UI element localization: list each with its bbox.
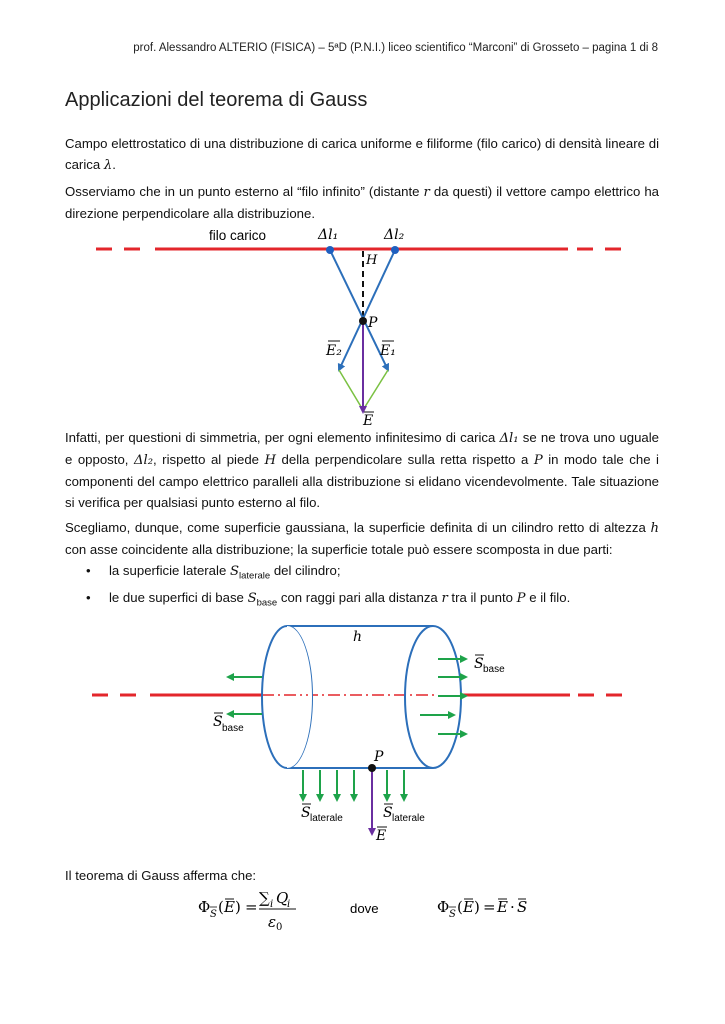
flux-definition-formula (437, 898, 527, 920)
bullet-lateral-surface: • la superficie laterale $S_{laterale}$ del cilindro; (65, 560, 659, 587)
svg-text:S: S (474, 656, 484, 672)
bullet-base-surface: • le due superfici di base $S_{base}$ con raggi pari alla distanza r tra il punto P e il filo. (65, 587, 659, 614)
svg-text:(: ( (218, 898, 224, 916)
svg-text:S: S (449, 909, 456, 920)
svg-text:ε: ε (268, 913, 277, 931)
dl2-point (391, 246, 399, 254)
svg-text:base: base (483, 664, 505, 675)
E1-label: E₁ (380, 343, 396, 359)
P-label: P (368, 315, 378, 331)
H-label: H (366, 253, 378, 268)
wire-label: filo carico (209, 228, 267, 243)
S-lateral-left-label (301, 804, 343, 824)
svg-text:E: E (376, 828, 387, 844)
page-header: prof. Alessandro ALTERIO (FISICA) – 5ªD (P.N.I.) liceo scientifico “Marconi” di Grosseto – pagina 1 di 8 (133, 42, 658, 54)
figure-charged-wire-field (0, 220, 725, 432)
svg-text:laterale: laterale (310, 813, 343, 824)
svg-text:i: i (270, 899, 274, 910)
svg-text:S: S (213, 714, 223, 730)
symmetry-paragraph: Infatti, per questioni di simmetria, per ogni elemento infinitesimo di carica Δl₁ se ne trova uno uguale e opposto, Δl₂, rispetto al piede H della perpendicolare sulla retta rispetto a P in modo tale che i componenti del campo elettrico paralleli alla distribuzione si elidano vicendevolmente. Tale situazione si verifica per qualsiasi punto esterno al filo. (65, 430, 660, 510)
svg-text:S: S (301, 805, 311, 821)
svg-text:0: 0 (276, 922, 283, 933)
svg-text:(: ( (457, 898, 463, 916)
svg-text:Φ: Φ (437, 898, 450, 916)
E-label-2 (375, 827, 387, 844)
dl1-point (326, 246, 334, 254)
gauss-law-formula (198, 889, 296, 933)
svg-text:base: base (222, 723, 244, 734)
svg-text:S: S (210, 909, 217, 920)
gauss-formulas (0, 886, 725, 936)
where-label: dove (350, 901, 379, 916)
gauss-intro: Il teorema di Gauss afferma che: (65, 868, 257, 883)
intro-paragraph-2: Osserviamo che in un punto esterno al “filo infinito” (distante r da questi) il vettore campo elettrico ha direzione perpendicolare alla distribuzione. (65, 184, 659, 221)
svg-text:i: i (287, 899, 291, 910)
svg-text:∑: ∑ (259, 889, 270, 907)
h-label: h (353, 629, 363, 645)
svg-text:Φ: Φ (198, 898, 211, 916)
svg-text:=: = (483, 898, 496, 916)
lateral-normals (303, 770, 404, 800)
S-lateral-right-label (383, 804, 425, 824)
svg-text:): ) (235, 898, 241, 916)
surface-paragraph: Scegliamo, dunque, come superficie gaussiana, la superficie definita di un cilindro retto di altezza h con asse coincidente alla distribuzione; la superficie totale può essere scomposta in due parti: • la superficie laterale $S_{laterale}$ del cilindro; • le due superfici di base $S_{base}$ con raggi pari alla distanza r tra il punto P e il filo. (65, 517, 659, 613)
svg-text:S: S (517, 898, 528, 916)
page-title: Applicazioni del teorema di Gauss (65, 89, 368, 111)
svg-text:laterale: laterale (392, 813, 425, 824)
S-base-right-label (474, 655, 505, 675)
dl2-label: Δl₂ (384, 227, 405, 243)
figure-gaussian-cylinder (0, 615, 725, 850)
point-P-cylinder (368, 764, 376, 772)
E-label: E (363, 413, 374, 429)
cylinder-outline (262, 626, 461, 768)
intro-paragraph-1: Campo elettrostatico di una distribuzione di carica uniforme e filiforme (filo carico) di densità lineare di carica λ. (65, 136, 659, 173)
svg-text:E: E (463, 898, 474, 916)
svg-text:): ) (474, 898, 480, 916)
svg-text:=: = (245, 898, 258, 916)
S-base-left-label (213, 713, 244, 734)
dl1-label: Δl₁ (318, 227, 339, 243)
P-label-2: P (374, 749, 384, 765)
svg-text:E: E (497, 898, 508, 916)
svg-text:E: E (224, 898, 235, 916)
E2-label: E₂ (326, 343, 342, 359)
point-P (359, 317, 367, 325)
svg-text:S: S (383, 805, 393, 821)
svg-text:Q: Q (276, 889, 289, 907)
svg-text:·: · (510, 898, 515, 916)
